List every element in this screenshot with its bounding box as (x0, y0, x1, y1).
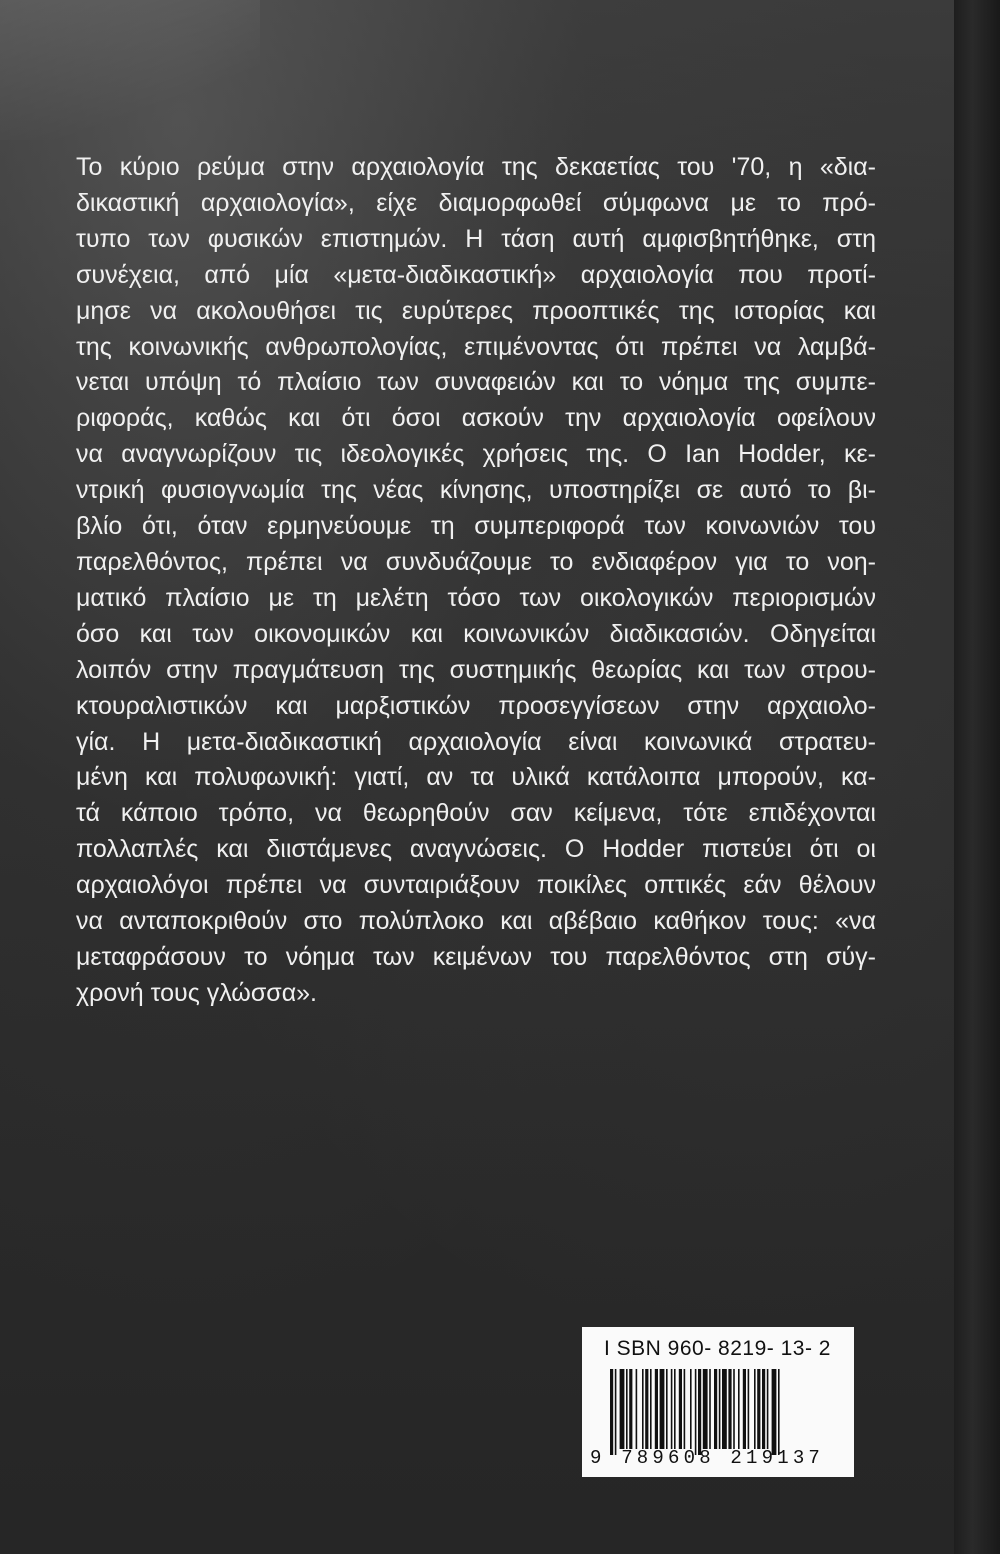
blurb-line: μησε να ακολουθήσει τις ευρύτερες προοπτικές της ιστορίας και (76, 296, 876, 325)
barcode-bar (615, 1369, 617, 1455)
isbn-number: I SBN 960- 8219- 13- 2 (604, 1337, 831, 1360)
barcode-bar (772, 1369, 777, 1455)
blurb-line: δικαστική αρχαιολογία», είχε διαμορφωθεί σύμφωνα με το πρό- (76, 188, 876, 217)
barcode-bar (728, 1369, 731, 1449)
blurb-line: τυπο των φυσικών επιστημών. Η τάση αυτή αμφισβητήθηκε, στη (76, 224, 876, 253)
barcode-bar (703, 1369, 708, 1449)
barcode-bar (695, 1369, 697, 1455)
blurb-line: κτουραλιστικών και μαρξιστικών προσεγγίσεων στην αρχαιολο- (76, 691, 876, 720)
blurb-line: αρχαιολόγοι πρέπει να συνταιριάξουν ποικίλες οπτικές εάν θέλουν (76, 871, 876, 900)
blurb-line: όσο και των οικονομικών και κοινωνικών διαδικασιών. Οδηγείται (76, 619, 876, 648)
barcode-bar (626, 1369, 628, 1449)
blurb-line: παρελθόντος, πρέπει να συνδυάζουμε το ενδιαφέρον για το νοη- (76, 547, 876, 576)
barcode-bar (714, 1369, 717, 1449)
barcode-bar (743, 1369, 746, 1449)
barcode-bar (620, 1369, 625, 1449)
blurb-line: να ανταποκριθούν στο πολύπλοκο και αβέβαιο καθήκον τους: «να (76, 907, 876, 936)
blurb-line: Το κύριο ρεύμα στην αρχαιολογία της δεκαετίας του '70, η «δια- (76, 153, 876, 181)
barcode-bar (762, 1369, 765, 1449)
blurb-line: της κοινωνικής ανθρωπολογίας, επιμένοντας ότι πρέπει να λαμβά- (76, 332, 876, 361)
barcode-bar (636, 1369, 638, 1449)
back-cover-blurb (76, 150, 876, 1012)
blurb-line: ντρική φυσιογνωμία της νέας κίνησης, υποστηρίζει σε αυτό το βι- (76, 476, 876, 505)
barcode-bar (709, 1369, 711, 1449)
blurb-line: νεται υπόψη τό πλαίσιο των συναφειών και το νόημα της συμπε- (76, 368, 876, 397)
blurb-line: ματικό πλαίσιο με τη μελέτη τόσο των οικολογικών περιορισμών (76, 583, 876, 612)
barcode-bar (767, 1369, 769, 1449)
barcode-bar (738, 1369, 740, 1449)
barcode-bar (610, 1369, 613, 1455)
barcode-bar (629, 1369, 632, 1449)
blurb-line: βλίο ότι, όταν ερμηνεύουμε τη συμπεριφορά των κοινωνιών του (76, 512, 876, 541)
barcode-bar (690, 1369, 692, 1449)
barcode-bar (698, 1369, 701, 1455)
book-spine-edge (954, 0, 1000, 1554)
barcode-bar (666, 1369, 668, 1449)
blurb-line: μένη και πολυφωνική: γιατί, αν τα υλικά κατάλοιπα μπορούν, κα- (76, 763, 876, 792)
blurb-line: τά κάποιο τρόπο, να θεωρηθούν σαν κείμενα, τότε επιδέχονται (76, 799, 876, 828)
blurb-line: πολλαπλές και διιστάμενες αναγνώσεις. Ο Hodder πιστεύει ότι οι (76, 835, 876, 864)
barcode-bar (719, 1369, 721, 1449)
barcode-bar (650, 1369, 652, 1449)
barcode-bar (674, 1369, 676, 1449)
blurb-line: λοιπόν στην πραγμάτευση της συστημικής θεωρίας και των στρου- (76, 655, 876, 684)
barcode-bar (754, 1369, 756, 1449)
barcode-bar (679, 1369, 682, 1449)
barcode-bar (684, 1369, 686, 1449)
barcode-bar (642, 1369, 644, 1449)
barcode-bar (671, 1369, 673, 1449)
barcode-bar (655, 1369, 658, 1449)
barcode-bars-icon (610, 1369, 842, 1455)
cover-crease-highlight (0, 0, 260, 140)
barcode-bar (722, 1369, 727, 1449)
blurb-line: χρονή τους γλώσσα». (76, 978, 317, 1007)
barcode-bar (748, 1369, 750, 1449)
blurb-line: συνέχεια, από μία «μετα-διαδικαστική» αρχαιολογία που προτί- (76, 260, 876, 289)
barcode-bar (757, 1369, 760, 1449)
barcode-bar (778, 1369, 780, 1455)
barcode-bar (660, 1369, 665, 1449)
barcode-bar (645, 1369, 648, 1449)
barcode-bar (733, 1369, 735, 1449)
barcode-digits: 9 789608 219137 (590, 1447, 825, 1469)
blurb-line: μεταφράσουν το νόημα των κειμένων του παρελθόντος στη σύγ- (76, 942, 876, 971)
blurb-line: ριφοράς, καθώς και ότι όσοι ασκούν την αρχαιολογία οφείλουν (76, 404, 876, 433)
isbn-barcode-label (582, 1327, 854, 1477)
blurb-line: γία. Η μετα-διαδικαστική αρχαιολογία είναι κοινωνικά στρατευ- (76, 727, 876, 756)
blurb-line: να αναγνωρίζουν τις ιδεολογικές χρήσεις της. Ο Ian Hodder, κε- (76, 440, 876, 469)
